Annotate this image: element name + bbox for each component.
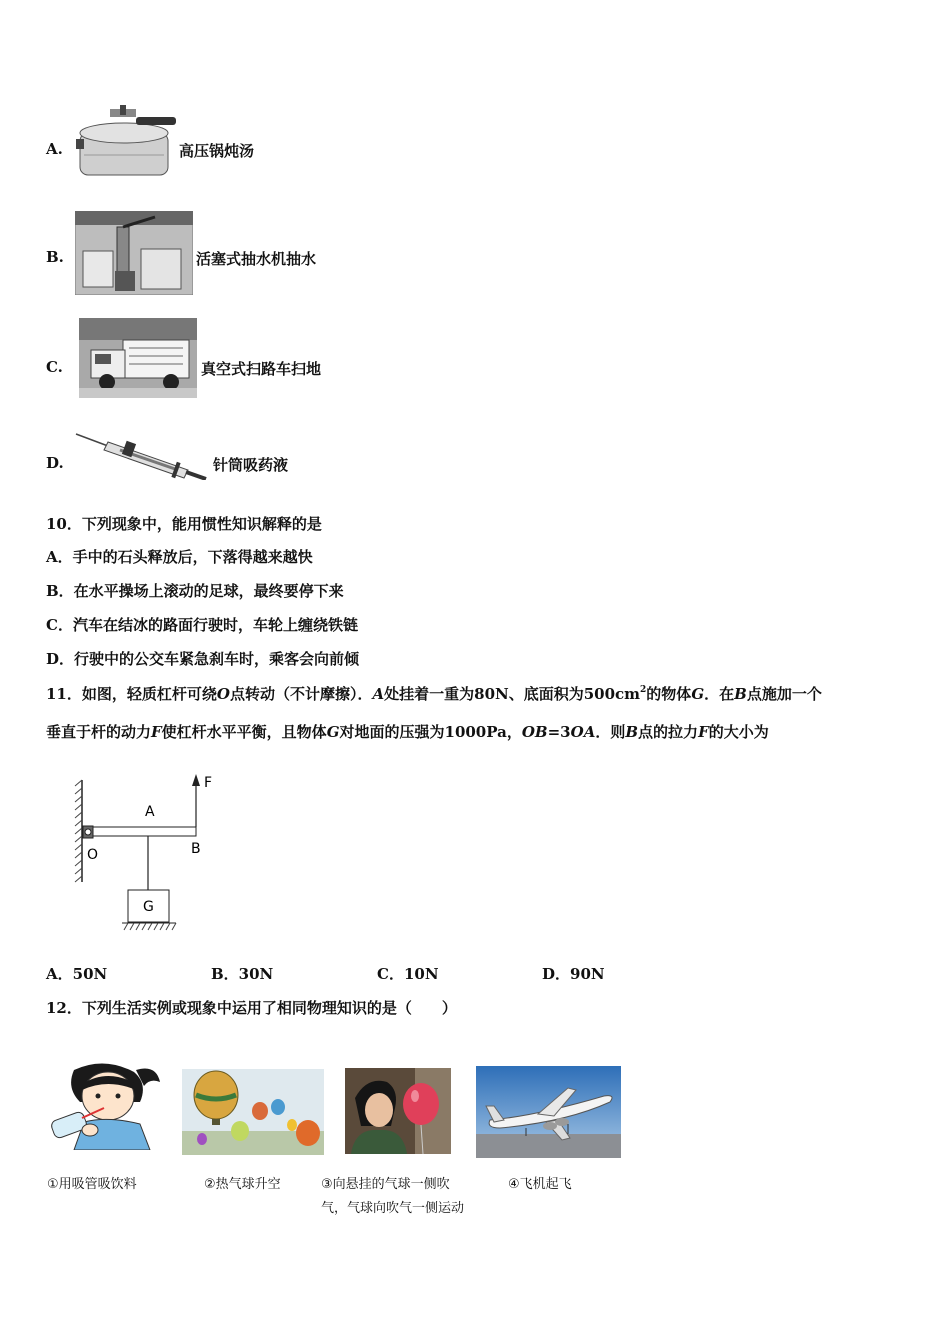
label-g: G — [143, 899, 154, 915]
label-f: F — [204, 775, 213, 791]
ground-hatching — [124, 923, 176, 930]
piston-pump-icon — [75, 211, 193, 295]
question-11-option-b: B．30N — [211, 965, 274, 983]
vacuum-street-sweeper-icon — [79, 318, 197, 398]
caption-1: ①用吸管吸饮料 — [47, 1177, 137, 1192]
girl-drinking-straw-icon — [44, 1060, 162, 1150]
lever-bar — [93, 827, 196, 836]
caption-2: ②热气球升空 — [204, 1177, 281, 1192]
lever-diagram — [70, 770, 230, 936]
syringe-icon — [74, 432, 210, 480]
question-12-stem: 12．下列生活实例或现象中运用了相同物理知识的是（ ） — [46, 999, 457, 1017]
option-letter: A. — [46, 140, 63, 158]
pressure-cooker-icon — [76, 103, 176, 181]
label-o: O — [87, 847, 99, 863]
option-letter: B. — [46, 248, 64, 266]
airplane-takeoff-icon — [476, 1066, 621, 1158]
option-letter: C. — [46, 358, 63, 376]
question-11-line-2: 垂直于杆的动力F使杠杆水平平衡，且物体G对地面的压强为1000Pa，OB=3OA．则B点的拉力F的大小为 — [46, 723, 769, 741]
option-text: 真空式扫路车扫地 — [201, 360, 322, 378]
caption-4: ④飞机起飞 — [508, 1177, 572, 1192]
question-11-line-1: 11．如图，轻质杠杆可绕O点转动（不计摩擦）．A处挂着一重为80N、底面积为$500cm^2$的物体G．在B点施加一个 — [46, 685, 822, 703]
question-10-option-a: A．手中的石头释放后，下落得越来越快 — [46, 548, 313, 566]
hot-air-balloons-icon — [182, 1069, 324, 1155]
person-blowing-balloon-icon — [345, 1068, 451, 1154]
question-11-option-d: D．90N — [542, 965, 605, 983]
question-10-option-b: B．在水平操场上滚动的足球，最终要停下来 — [46, 582, 344, 600]
question-11-option-c: C．10N — [377, 965, 439, 983]
option-text: 高压锅炖汤 — [179, 142, 255, 160]
question-10-option-d: D．行驶中的公交车紧急刹车时，乘客会向前倾 — [46, 650, 360, 668]
question-11-option-a: A．50N — [46, 965, 108, 983]
wall-hatching — [75, 780, 82, 882]
caption-3-line-2: 气，气球向吹气一侧运动 — [321, 1201, 465, 1216]
option-text: 活塞式抽水机抽水 — [196, 250, 317, 268]
arrow-head-icon — [192, 774, 200, 786]
caption-3-line-1: ③向悬挂的气球一侧吹 — [321, 1177, 450, 1192]
label-a: A — [145, 804, 155, 820]
option-letter: D. — [46, 454, 64, 472]
question-10-stem: 10．下列现象中，能用惯性知识解释的是 — [46, 515, 322, 533]
option-text: 针筒吸药液 — [213, 456, 289, 474]
label-b: B — [191, 841, 201, 857]
question-10-option-c: C．汽车在结冰的路面行驶时，车轮上缠绕铁链 — [46, 616, 358, 634]
